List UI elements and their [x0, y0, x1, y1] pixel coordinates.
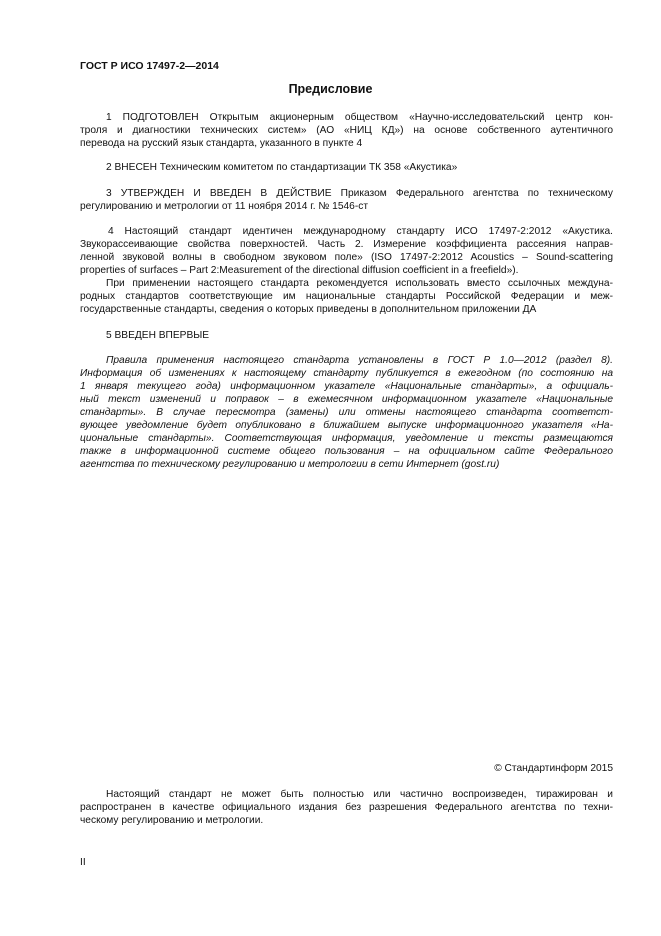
text-line: Настоящий стандарт не может быть полностью или частично воспроизведен, тиражирован и: [106, 789, 613, 800]
text-line: государственные стандарты, сведения о которых приведены в дополнительном приложении ДА: [80, 304, 537, 315]
text-line: ческому регулированию и метрологии.: [80, 815, 264, 826]
paragraph-referenced-standards: [80, 277, 613, 316]
text-line: 2 ВНЕСЕН Техническим комитетом по стандартизации ТК 358 «Акустика»: [106, 162, 458, 173]
text-line: 1 ПОДГОТОВЛЕН Открытым акционерным обществом «Научно-исследовательский центр кон-: [106, 112, 613, 123]
text-line: агентства по техническому регулированию и метрологии в сети Интернет (gost.ru): [80, 459, 500, 470]
paragraph-introduced-first-time: [80, 329, 613, 342]
text-line: также в информационной системе общего пользования – на официальном сайте Федерального: [80, 446, 613, 457]
text-line: перевода на русский язык стандарта, указанного в пункте 4: [80, 138, 363, 149]
text-line: При применении настоящего стандарта рекомендуется использовать вместо ссылочных междуна-: [106, 278, 613, 289]
paragraph-submitted-by: [80, 161, 613, 174]
text-line: циональные стандарты». Соответствующая информация, уведомление и тексты размещаются: [80, 433, 613, 444]
text-line: 3 УТВЕРЖДЕН И ВВЕДЕН В ДЕЙСТВИЕ Приказом Федерального агентства по техническому: [106, 188, 613, 199]
text-line: properties of surfaces – Part 2:Measurement of the directional diffusion coefficient in a freefield»).: [80, 265, 519, 276]
document-code-header: ГОСТ Р ИСО 17497-2—2014: [80, 60, 219, 72]
text-line: Информация об изменениях к настоящему стандарту публикуется в ежегодном (по состоянию на: [80, 368, 613, 379]
text-line: распространен в качестве официального издания без разрешения Федерального агентства по техни-: [80, 802, 613, 813]
text-line: вующее уведомление будет опубликовано в ближайшем выпуске информационного указателя «На-: [80, 420, 613, 431]
text-line: родных стандартов соответствующие им национальные стандарты Российской Федерации и меж-: [80, 291, 613, 302]
page-number: II: [80, 857, 86, 868]
paragraph-reproduction-notice: [80, 788, 613, 827]
text-line: регулированию и метрологии от 11 ноября 2014 г. № 1546-ст: [80, 201, 368, 212]
paragraph-rules-of-application: [80, 354, 613, 471]
text-line: Правила применения настоящего стандарта установлены в ГОСТ Р 1.0—2012 (раздел 8).: [106, 355, 613, 366]
page-title: Предисловие: [288, 82, 373, 96]
paragraph-approved: [80, 187, 613, 213]
copyright-notice: © Стандартинформ 2015: [494, 763, 613, 774]
text-line: троля и диагностики технических систем» (АО «НИЦ КД») на основе собственного аутентичного: [80, 125, 613, 136]
text-line: Звукорассеивающие свойства поверхностей. Часть 2. Измерение коэффициента рассеяния направ-: [80, 239, 613, 250]
paragraph-identical-standard: [80, 225, 613, 277]
text-line: 4 Настоящий стандарт идентичен международному стандарту ИСО 17497-2:2012 «Акустика.: [108, 226, 613, 237]
text-line: 5 ВВЕДЕН ВПЕРВЫЕ: [106, 330, 210, 341]
text-line: 1 января текущего года) информационном указателе «Национальные стандарты», а официаль-: [80, 381, 613, 392]
text-line: ленной звуковой волны в свободном звуковом поле» (ISO 17497-2:2012 Acoustics – Sound-scattering: [80, 252, 613, 263]
text-line: ный текст изменений и поправок – в ежемесячном информационном указателе «Национальные: [80, 394, 613, 405]
paragraph-prepared-by: [80, 111, 613, 150]
text-line: стандарты». В случае пересмотра (замены) или отмены настоящего стандарта соответст-: [80, 407, 613, 418]
